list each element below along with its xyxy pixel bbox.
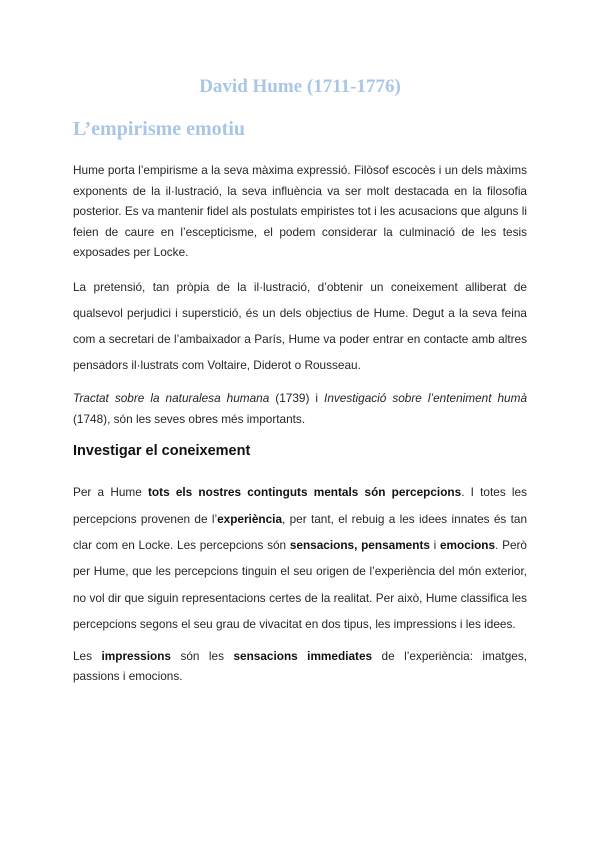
bold-sensations: sensacions <box>289 537 355 552</box>
bold-immediate-sensations: sensacions immediates <box>233 648 373 663</box>
document-title: David Hume (1711-1776) <box>199 76 401 97</box>
work-title-enquiry: Investigació sobre l’enteniment humà <box>324 390 527 405</box>
text-segment: de l’experiència: imatges, passions i emocions. <box>73 648 528 684</box>
text-segment: , per tant, el rebuig a les idees innates és tan clar com en Locke. Les percepcions són <box>73 511 528 552</box>
bold-experience: experiència <box>217 511 283 526</box>
bold-mental-contents: tots els nostres continguts mentals són percepcions <box>148 485 462 500</box>
bold-emotions: emocions <box>440 537 496 552</box>
paragraph-illustration: La pretensió, tan pròpia de la il·lustració, d’obtenir un coneixement alliberat de qualsevol perjudici i superstició, és un dels objectius de Hume. Degut a la seva feina com a secretari de l’ambaixador a París, Hume va poder entrar en contacte amb altres pensadors il·lustrats com Voltaire, Diderot o Rousseau. <box>73 279 527 372</box>
text-segment: Per a Hume <box>73 485 148 500</box>
text-segment: Les <box>73 648 102 663</box>
work-title-treatise: Tractat sobre la naturalesa humana <box>73 390 270 405</box>
paragraph-intro: Hume porta l’empirisme a la seva màxima expressió. Filòsof escocès i un dels màxims exponents de la il·lustració, la seva influència va ser molt destacada en la filosofia posterior. Es va mantenir fidel als postulats empiristes tot i les acusacions que alguns li feien de caure en l’escepticisme, el podem considerar la culminació de les tesis exposades per Locke. <box>73 163 527 260</box>
bold-thoughts: pensaments <box>361 537 430 552</box>
text-segment: . I totes les percepcions provenen de l’ <box>73 485 527 526</box>
paragraph-impressions <box>73 646 527 687</box>
document-subtitle: L’empirisme emotiu <box>73 118 246 140</box>
work-year-text: (1739) i <box>269 390 325 405</box>
paragraph-works <box>73 388 527 429</box>
text-segment: . Però per Hume, que les percepcions tinguin el seu origen de l’experiència del món exterior, no vol dir que siguin representacions certes de la realitat. Per això, Hume classifica les percepcions segons el seu grau de vivacitat en dos tipus, les impressions i les idees. <box>73 537 527 632</box>
text-segment: i <box>429 537 440 552</box>
document-body <box>73 160 527 700</box>
bold-comma: , <box>354 537 362 552</box>
bold-impressions: impressions <box>101 648 171 663</box>
text-segment: són les <box>170 648 234 663</box>
work-rest-text: (1748), són les seves obres més importants. <box>73 411 306 426</box>
paragraph-perceptions <box>73 479 527 637</box>
section-heading: Investigar el coneixement <box>73 443 251 460</box>
